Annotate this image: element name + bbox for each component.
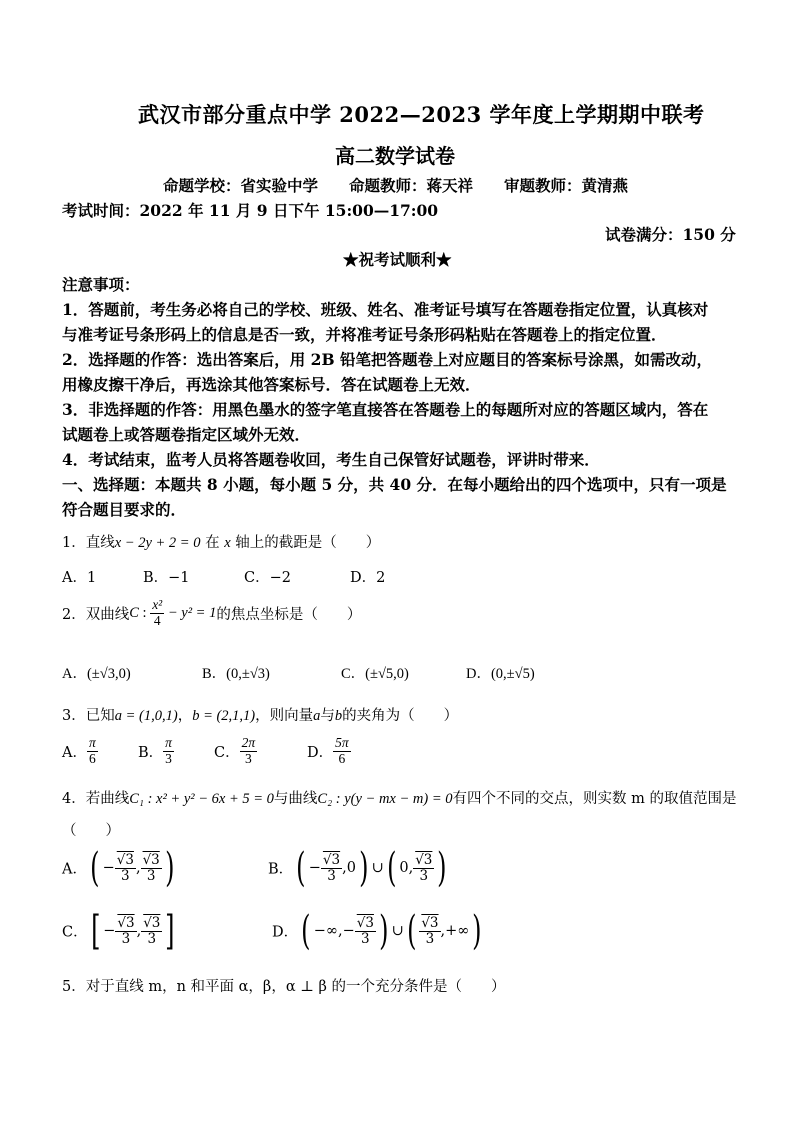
q4-c-frac-2	[141, 916, 162, 947]
q4-b-comma: ,	[408, 860, 414, 876]
question-3	[62, 704, 458, 725]
q3-option-d-fraction	[333, 736, 351, 767]
q4-curve-c1: C₁ : x² + y² − 6x + 5 = 0	[129, 791, 274, 807]
left-paren-icon: (	[90, 845, 100, 891]
q4-a-f1-den: 3	[121, 867, 130, 884]
q4-a-frac-2	[141, 853, 162, 884]
question-4-line-2: （ ）	[62, 823, 120, 839]
note-2-line-2: 用橡皮擦干净后，再选涂其他答案标号．答在试题卷上无效．	[62, 375, 481, 394]
q4-b-frac-1	[321, 853, 342, 884]
q4-c-label: C．	[62, 924, 88, 941]
q3-a-den: 6	[88, 750, 96, 766]
q3-option-b-fraction	[163, 736, 174, 767]
q4-c-frac-1	[115, 916, 136, 947]
q1-mid: 在	[200, 535, 225, 551]
q4-curve-c2: C₂ : y(y − mx − m) = 0	[317, 791, 453, 807]
q4-a-f1-num: √3	[116, 851, 134, 868]
q4-c-minus: −	[103, 923, 116, 939]
note-1-line-1: 1．答题前，考生务必将自己的学校、班级、姓名、准考证号填写在答题卷指定位置，认真核对	[62, 300, 709, 319]
q4-b-f2-den: 3	[419, 867, 429, 884]
q4-d-f1-den: 3	[361, 930, 370, 947]
q3-d-den: 6	[338, 750, 346, 766]
note-3-line-2: 试题卷上或答题卷指定区域外无效．	[62, 425, 311, 444]
q4-option-a	[62, 845, 177, 891]
q4-mid: 与曲线	[273, 791, 318, 807]
q2-option-d: D．(0,±√5)	[466, 666, 535, 682]
q3-vector-b: b = (2,1,1)	[192, 708, 256, 724]
q4-a-minus: −	[102, 860, 115, 876]
q3-option-a-label: A．	[62, 744, 87, 761]
left-paren-icon: (	[301, 908, 311, 954]
q1-var: x	[224, 535, 231, 551]
right-bracket-icon: ]	[165, 908, 175, 954]
q4-b-minus: −	[308, 860, 321, 876]
q3-option-c	[214, 736, 257, 767]
authors-line: 命题学校：省实验中学 命题教师：蒋天祥 审题教师：黄清燕	[163, 176, 629, 195]
right-paren-icon: )	[472, 908, 482, 954]
right-paren-icon: )	[359, 845, 369, 891]
q1-option-c: C．−2	[244, 570, 291, 586]
q3-option-d-label: D．	[307, 744, 334, 761]
q4-b-f1-den: 3	[327, 867, 336, 884]
q4-b-frac-2	[413, 853, 434, 884]
q1-option-b: B．−1	[143, 570, 190, 586]
q2-frac-den: 4	[153, 612, 161, 628]
q4-d-frac-2	[419, 916, 440, 947]
exam-time: 考试时间：2022 年 11 月 9 日下午 15:00—17:00	[62, 201, 439, 220]
q4-c-comma: ,	[136, 923, 142, 939]
right-paren-icon: )	[437, 845, 447, 891]
q2-curve: C	[129, 604, 139, 621]
q2-fraction	[150, 598, 164, 629]
q4-b-f1-num: √3	[322, 851, 341, 868]
full-score: 试卷满分：150 分	[605, 225, 736, 244]
q4-suffix: 有四个不同的交点，则实数 m 的取值范围是	[452, 791, 737, 807]
q4-c-f1-num: √3	[117, 914, 135, 931]
q4-a-f2-den: 3	[146, 867, 156, 884]
note-4: 4．考试结束，监考人员将答题卷收回，考生自己保管好试题卷，评讲时带来．	[62, 450, 600, 469]
q3-comma: ，	[177, 708, 193, 724]
q1-suffix: 轴上的截距是（ ）	[230, 535, 381, 551]
q4-b-zero-b: 0	[399, 860, 409, 876]
q4-a-comma: ,	[135, 860, 141, 876]
q4-option-b	[268, 845, 450, 891]
q4-d-f2-num: √3	[421, 914, 439, 931]
left-bracket-icon: [	[90, 908, 101, 954]
q4-d-neg-inf: −∞,	[313, 923, 343, 939]
q4-d-frac-1	[355, 916, 376, 947]
left-paren-icon: (	[386, 845, 397, 891]
right-paren-icon: )	[379, 908, 389, 954]
note-2-line-1: 2．选择题的作答：选出答案后，用 2B 铅笔把答题卷上对应题目的答案标号涂黑，如需改动，	[62, 350, 712, 369]
question-2	[62, 598, 361, 629]
q4-c-f2-num: √3	[143, 914, 161, 931]
q2-tail: − y² = 1	[164, 604, 217, 621]
left-paren-icon: (	[296, 845, 306, 891]
q1-prefix: 1．直线	[62, 535, 115, 551]
exam-subtitle: 高二数学试卷	[335, 144, 455, 168]
q3-suffix: 的夹角为（ ）	[342, 708, 459, 724]
q4-b-f2-num: √3	[415, 851, 433, 868]
q3-option-b	[138, 736, 174, 767]
union-icon: ∪	[391, 923, 404, 939]
question-5: 5．对于直线 m，n 和平面 α，β，α ⊥ β 的一个充分条件是（ ）	[62, 979, 506, 995]
exam-title: 武汉市部分重点中学 2022—2023 学年度上学期期中联考	[138, 102, 705, 127]
q1-equation: x − 2y + 2 = 0	[114, 535, 201, 551]
q2-option-a: A．(±√3,0)	[62, 666, 131, 682]
question-1	[62, 531, 380, 552]
q3-option-a	[62, 736, 98, 767]
q4-d-f1-num: √3	[356, 914, 374, 931]
q3-mid: ，则向量	[255, 708, 314, 724]
q4-option-c	[62, 908, 178, 954]
q3-c-den: 3	[244, 750, 252, 766]
q2-colon: :	[138, 604, 151, 621]
q4-d-label: D．	[272, 924, 299, 941]
q3-b-den: 3	[165, 750, 172, 766]
q3-and: 与	[320, 708, 335, 724]
q4-prefix: 4．若曲线	[62, 791, 130, 807]
q4-d-minus: −	[342, 923, 355, 939]
question-4-line-1	[62, 787, 736, 808]
q3-b-num: π	[165, 735, 172, 750]
q4-d-f2-den: 3	[425, 930, 435, 947]
q4-a-f2-num: √3	[142, 851, 160, 868]
q3-prefix: 3．已知	[62, 708, 115, 724]
q3-option-b-label: B．	[138, 744, 164, 761]
note-1-line-2: 与准考证号条形码上的信息是否一致，并将准考证号条形码粘贴在答题卷上的指定位置．	[62, 325, 667, 344]
q4-a-label: A．	[62, 861, 87, 878]
section-1-line-1: 一、选择题：本题共 8 小题，每小题 5 分，共 40 分．在每小题给出的四个选项中，只有一项是	[62, 475, 727, 494]
q2-suffix: 的焦点坐标是（ ）	[216, 606, 362, 623]
section-1-line-2: 符合题目要求的．	[62, 500, 187, 519]
q3-a-num: π	[88, 735, 96, 750]
q2-frac-num: x²	[152, 597, 163, 612]
q2-prefix: 2．双曲线	[62, 606, 130, 623]
q3-b: b	[334, 708, 343, 724]
union-icon: ∪	[371, 860, 384, 876]
q4-b-zero-1: ,	[342, 860, 347, 876]
q2-option-b: B．(0,±√3)	[202, 666, 270, 682]
q3-option-a-fraction	[87, 736, 98, 767]
q4-a-frac-1	[115, 853, 136, 884]
q1-option-d: D．2	[350, 570, 386, 586]
q3-c-num: 2π	[241, 735, 256, 750]
q4-option-d	[272, 908, 485, 954]
good-luck-wish: ★祝考试顺利★	[343, 250, 452, 269]
right-paren-icon: )	[164, 845, 175, 891]
q4-c-f2-den: 3	[147, 930, 157, 947]
q3-vector-a: a = (1,0,1)	[114, 708, 178, 724]
q2-option-c: C．(±√5,0)	[341, 666, 409, 682]
q4-b-label: B．	[268, 861, 294, 878]
q3-a: a	[313, 708, 321, 724]
q3-d-num: 5π	[335, 735, 349, 750]
q4-b-zero-a: 0	[346, 860, 356, 876]
notes-heading: 注意事项：	[62, 275, 140, 294]
q3-option-d	[307, 736, 351, 767]
q4-d-pos-inf: ,+∞	[440, 923, 470, 939]
q1-option-a: A．1	[62, 570, 97, 586]
q3-option-c-label: C．	[214, 744, 240, 761]
q4-c-f1-den: 3	[121, 930, 131, 947]
left-paren-icon: (	[406, 908, 417, 954]
note-3-line-1: 3．非选择题的作答：用黑色墨水的签字笔直接答在答题卷上的每题所对应的答题区域内，答在	[62, 400, 709, 419]
q3-option-c-fraction	[240, 736, 258, 767]
